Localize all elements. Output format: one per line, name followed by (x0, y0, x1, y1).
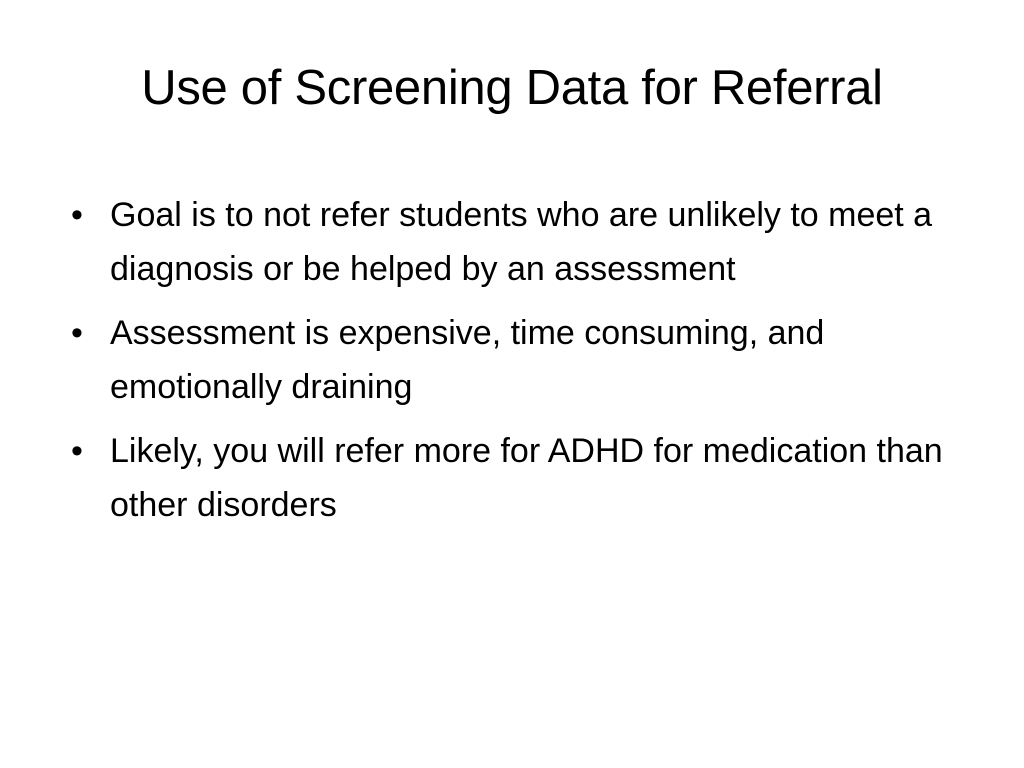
bullet-item (62, 188, 962, 296)
bullet-text: Likely, you will refer more for ADHD for medication than other disorders (110, 432, 943, 524)
bullet-list (62, 188, 962, 542)
bullet-icon: • (71, 432, 83, 470)
bullet-text: Goal is to not refer students who are unlikely to meet a diagnosis or be helped by an assessment (110, 196, 933, 288)
bullet-icon: • (71, 196, 83, 234)
slide-title: Use of Screening Data for Referral (141, 61, 883, 115)
bullet-item (62, 306, 962, 414)
bullet-icon: • (71, 314, 83, 352)
bullet-text: Assessment is expensive, time consuming, and emotionally draining (110, 314, 825, 406)
bullet-item (62, 424, 962, 532)
